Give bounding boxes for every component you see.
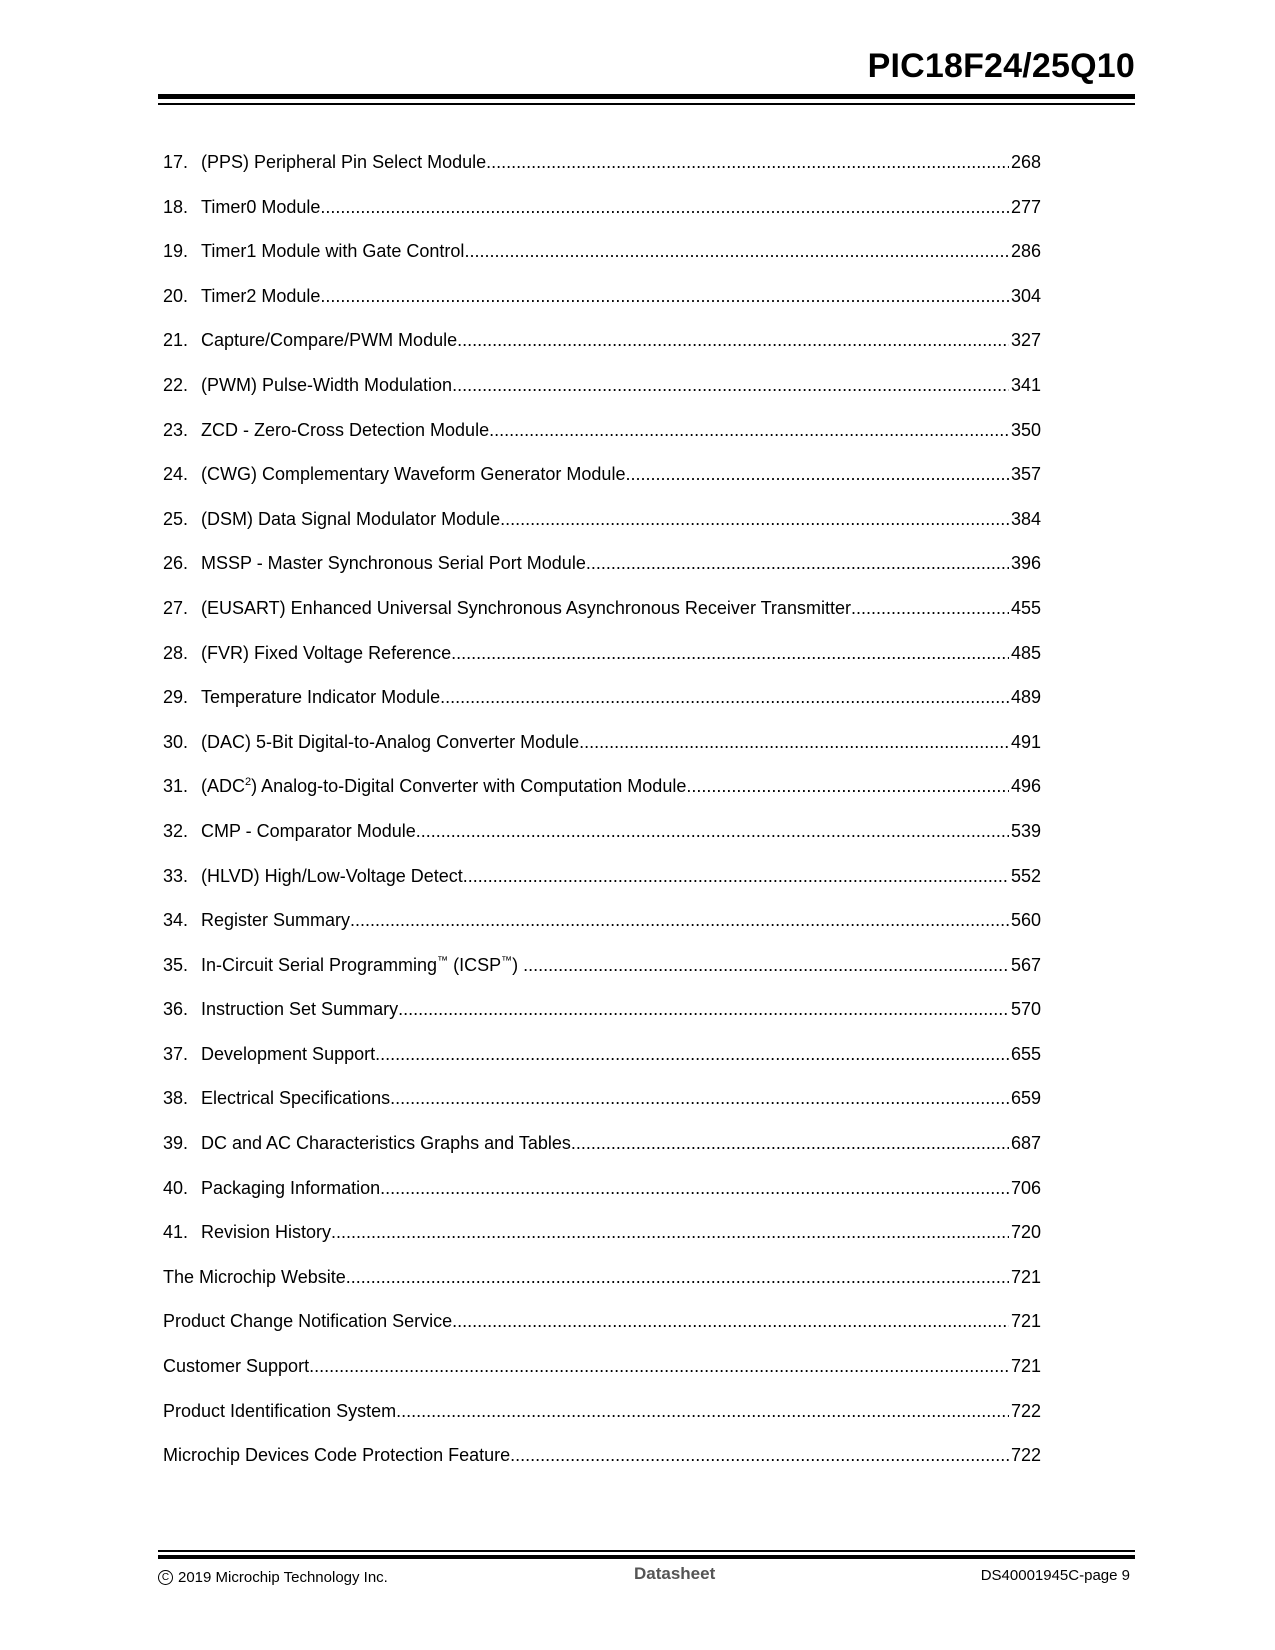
toc-entry[interactable]: [163, 642, 1041, 687]
toc-entry-title: DC and AC Characteristics Graphs and Tables: [201, 1133, 571, 1154]
toc-entry[interactable]: [163, 1177, 1041, 1222]
toc-leader-dots: [851, 597, 1009, 619]
toc-entry-page: 659: [1010, 1088, 1041, 1109]
toc-entry-page: 655: [1010, 1043, 1041, 1064]
toc-title-part: (ADC: [201, 776, 245, 797]
toc-leader-dots: [523, 954, 1009, 976]
toc-entry-page: 489: [1010, 687, 1041, 708]
toc-entry[interactable]: [163, 820, 1041, 865]
footer-rule-thin: [158, 1550, 1135, 1552]
toc-leader-dots: [346, 1266, 1009, 1288]
toc-entry-title: Instruction Set Summary: [201, 999, 399, 1020]
toc-entry[interactable]: [163, 1355, 1041, 1400]
toc-entry-number: 29.: [163, 687, 189, 708]
toc-entry-number: 17.: [163, 152, 189, 172]
toc-entry[interactable]: [163, 954, 1041, 999]
toc-entry-page: 687: [1010, 1133, 1041, 1154]
toc-leader-dots: [440, 686, 1009, 708]
toc-leader-dots: [320, 285, 1009, 307]
toc-entry-number: 28.: [163, 642, 189, 663]
toc-entry[interactable]: [163, 463, 1041, 508]
toc-entry[interactable]: [163, 1132, 1041, 1177]
toc-entry-number: 22.: [163, 374, 189, 395]
toc-entry-page: 721: [1010, 1266, 1041, 1287]
toc-entry-page: 570: [1010, 999, 1041, 1020]
toc-leader-dots: [571, 1132, 1009, 1154]
toc-entry-title: Revision History: [201, 1222, 332, 1243]
toc-entry[interactable]: [163, 419, 1041, 464]
toc-entry-page: 304: [1010, 285, 1041, 306]
toc-leader-dots: [486, 151, 1009, 173]
toc-entry-title: (DAC) 5-Bit Digital-to-Analog Converter Module: [201, 731, 580, 752]
toc-entry-title: MSSP - Master Synchronous Serial Port Module: [201, 553, 586, 574]
toc-entry-page: 485: [1010, 642, 1041, 663]
toc-leader-dots: [463, 865, 1009, 887]
toc-entry[interactable]: [163, 1266, 1041, 1311]
toc-entry-title: Capture/Compare/PWM Module: [201, 330, 458, 351]
toc-entry-title: (PWM) Pulse-Width Modulation: [201, 374, 453, 395]
toc-entry-page: 357: [1010, 464, 1041, 485]
toc-entry-page: 496: [1010, 776, 1041, 797]
toc-entry[interactable]: [163, 1310, 1041, 1355]
toc-entry-number: 24.: [163, 464, 189, 485]
toc-entry-title: (PPS) Peripheral Pin Select Module: [201, 152, 487, 172]
toc-entry-number: 20.: [163, 285, 189, 306]
toc-entry[interactable]: [163, 865, 1041, 910]
toc-entry-title: Packaging Information: [201, 1177, 381, 1198]
toc-entry[interactable]: [163, 151, 1041, 196]
toc-entry-number: 34.: [163, 910, 189, 931]
toc-entry-number: 41.: [163, 1222, 189, 1243]
toc-leader-dots: [500, 508, 1009, 530]
trademark-superscript: ™: [437, 954, 449, 967]
toc-entry-title: (EUSART) Enhanced Universal Synchronous Asynchronous Receiver Transmitter: [201, 597, 851, 618]
toc-entry[interactable]: [163, 1087, 1041, 1132]
toc-entry-title: (DSM) Data Signal Modulator Module: [201, 508, 501, 529]
toc-entry-page: 268: [1010, 152, 1041, 172]
toc-entry-page: 722: [1010, 1400, 1041, 1421]
toc-entry-title: Timer1 Module with Gate Control: [201, 241, 465, 262]
toc-title-part: ) Analog-to-Digital Converter with Computation Module: [251, 776, 687, 797]
toc-leader-dots: [416, 820, 1009, 842]
toc-leader-dots: [350, 909, 1009, 931]
toc-entry-page: 455: [1010, 597, 1041, 618]
toc-entry-number: 18.: [163, 196, 189, 217]
toc-entry-number: 38.: [163, 1088, 189, 1109]
toc-entry[interactable]: [163, 686, 1041, 731]
toc-entry-page: 350: [1010, 419, 1041, 440]
toc-entry[interactable]: [163, 909, 1041, 954]
header-rule-thick: [158, 94, 1135, 99]
toc-leader-dots: [396, 1400, 1009, 1422]
toc-leader-dots: [625, 463, 1009, 485]
toc-leader-dots: [489, 419, 1009, 441]
toc-title-part: ): [512, 954, 524, 975]
toc-leader-dots: [320, 196, 1009, 218]
toc-leader-dots: [457, 329, 1009, 351]
footer-page-number: DS40001945C-page 9: [980, 1567, 1130, 1584]
toc-entry-title: Register Summary: [201, 910, 351, 931]
toc-entry-number: 37.: [163, 1043, 189, 1064]
toc-entry[interactable]: [163, 1221, 1041, 1266]
toc-entry-title: Timer2 Module: [201, 285, 321, 306]
toc-leader-dots: [510, 1444, 1009, 1466]
toc-entry[interactable]: [163, 1043, 1041, 1088]
toc-entry[interactable]: [163, 508, 1041, 553]
toc-entry[interactable]: [163, 240, 1041, 285]
toc-entry-page: 720: [1010, 1222, 1041, 1243]
toc-title-part: In-Circuit Serial Programming: [201, 954, 438, 975]
toc-entry-title: Electrical Specifications: [201, 1088, 391, 1109]
toc-entry-number: 23.: [163, 419, 189, 440]
toc-leader-dots: [464, 240, 1009, 262]
toc-entry-number: 27.: [163, 597, 189, 618]
toc-entry-title: Customer Support: [163, 1356, 310, 1377]
page-title: PIC18F24/25Q10: [867, 47, 1135, 85]
table-of-contents: [163, 151, 1041, 1489]
toc-entry-title: ZCD - Zero-Cross Detection Module: [201, 419, 490, 440]
toc-entry-number: 26.: [163, 553, 189, 574]
toc-entry-page: 277: [1010, 196, 1041, 217]
toc-entry-title: Temperature Indicator Module: [201, 687, 441, 708]
copyright-icon: C: [158, 1570, 173, 1585]
toc-entry-page: 552: [1010, 865, 1041, 886]
trademark-superscript: ™: [501, 954, 513, 967]
toc-entry-page: 560: [1010, 910, 1041, 931]
toc-entry-title: [201, 954, 523, 976]
toc-leader-dots: [380, 1177, 1009, 1199]
toc-entry-page: 286: [1010, 241, 1041, 262]
toc-entry-page: 396: [1010, 553, 1041, 574]
toc-entry-number: 33.: [163, 865, 189, 886]
toc-entry-number: 31.: [163, 776, 189, 797]
toc-entry[interactable]: [163, 196, 1041, 241]
toc-entry-page: 341: [1010, 374, 1041, 395]
footer-doc-type: Datasheet: [634, 1564, 716, 1583]
toc-leader-dots: [686, 775, 1009, 797]
toc-entry[interactable]: [163, 775, 1041, 820]
toc-entry-page: 706: [1010, 1177, 1041, 1198]
toc-entry[interactable]: [163, 597, 1041, 642]
toc-entry[interactable]: [163, 1400, 1041, 1445]
toc-entry-title: (FVR) Fixed Voltage Reference: [201, 642, 452, 663]
toc-entry-number: 25.: [163, 508, 189, 529]
toc-title-part: (ICSP: [448, 954, 502, 975]
toc-entry-page: 722: [1010, 1445, 1041, 1466]
toc-entry-title: Timer0 Module: [201, 196, 321, 217]
toc-entry[interactable]: [163, 731, 1041, 776]
toc-entry-page: 567: [1010, 954, 1041, 975]
toc-entry-number: 35.: [163, 954, 189, 975]
toc-entry-number: 30.: [163, 731, 189, 752]
toc-entry-title: Product Change Notification Service: [163, 1311, 453, 1332]
toc-entry-number: 40.: [163, 1177, 189, 1198]
toc-leader-dots: [309, 1355, 1009, 1377]
toc-entry-number: 36.: [163, 999, 189, 1020]
toc-entry-number: 39.: [163, 1133, 189, 1154]
header-rule-thin: [158, 103, 1135, 105]
toc-entry[interactable]: [163, 329, 1041, 374]
toc-entry-page: 491: [1010, 731, 1041, 752]
toc-leader-dots: [331, 1221, 1009, 1243]
footer-rule-thick: [158, 1555, 1135, 1559]
toc-entry[interactable]: [163, 1444, 1041, 1489]
toc-leader-dots: [375, 1043, 1009, 1065]
copyright-text: 2019 Microchip Technology Inc.: [178, 1569, 388, 1586]
toc-entry-number: 32.: [163, 820, 189, 841]
toc-leader-dots: [452, 374, 1009, 396]
footer-copyright: [158, 1569, 388, 1586]
toc-leader-dots: [398, 998, 1009, 1020]
toc-entry-title: Product Identification System: [163, 1400, 397, 1421]
toc-entry-page: 327: [1010, 330, 1041, 351]
toc-entry-number: 19.: [163, 241, 189, 262]
toc-entry-page: 384: [1010, 508, 1041, 529]
toc-entry-title: [201, 775, 686, 797]
toc-entry[interactable]: [163, 374, 1041, 419]
toc-entry[interactable]: [163, 285, 1041, 330]
toc-entry[interactable]: [163, 998, 1041, 1043]
toc-entry-page: 539: [1010, 820, 1041, 841]
toc-entry-title: Microchip Devices Code Protection Feature: [163, 1445, 511, 1466]
toc-leader-dots: [579, 731, 1009, 753]
toc-entry-page: 721: [1010, 1311, 1041, 1332]
toc-entry-title: Development Support: [201, 1043, 376, 1064]
toc-entry-title: (HLVD) High/Low-Voltage Detect: [201, 865, 463, 886]
toc-entry[interactable]: [163, 552, 1041, 597]
toc-entry-page: 721: [1010, 1356, 1041, 1377]
toc-entry-title: (CWG) Complementary Waveform Generator Module: [201, 464, 626, 485]
toc-leader-dots: [452, 1310, 1009, 1332]
toc-leader-dots: [586, 552, 1009, 574]
toc-entry-number: 21.: [163, 330, 189, 351]
toc-leader-dots: [451, 642, 1009, 664]
toc-entry-title: CMP - Comparator Module: [201, 820, 416, 841]
toc-title-superscript: 2: [245, 776, 252, 789]
toc-leader-dots: [390, 1087, 1009, 1109]
toc-entry-title: The Microchip Website: [163, 1266, 346, 1287]
